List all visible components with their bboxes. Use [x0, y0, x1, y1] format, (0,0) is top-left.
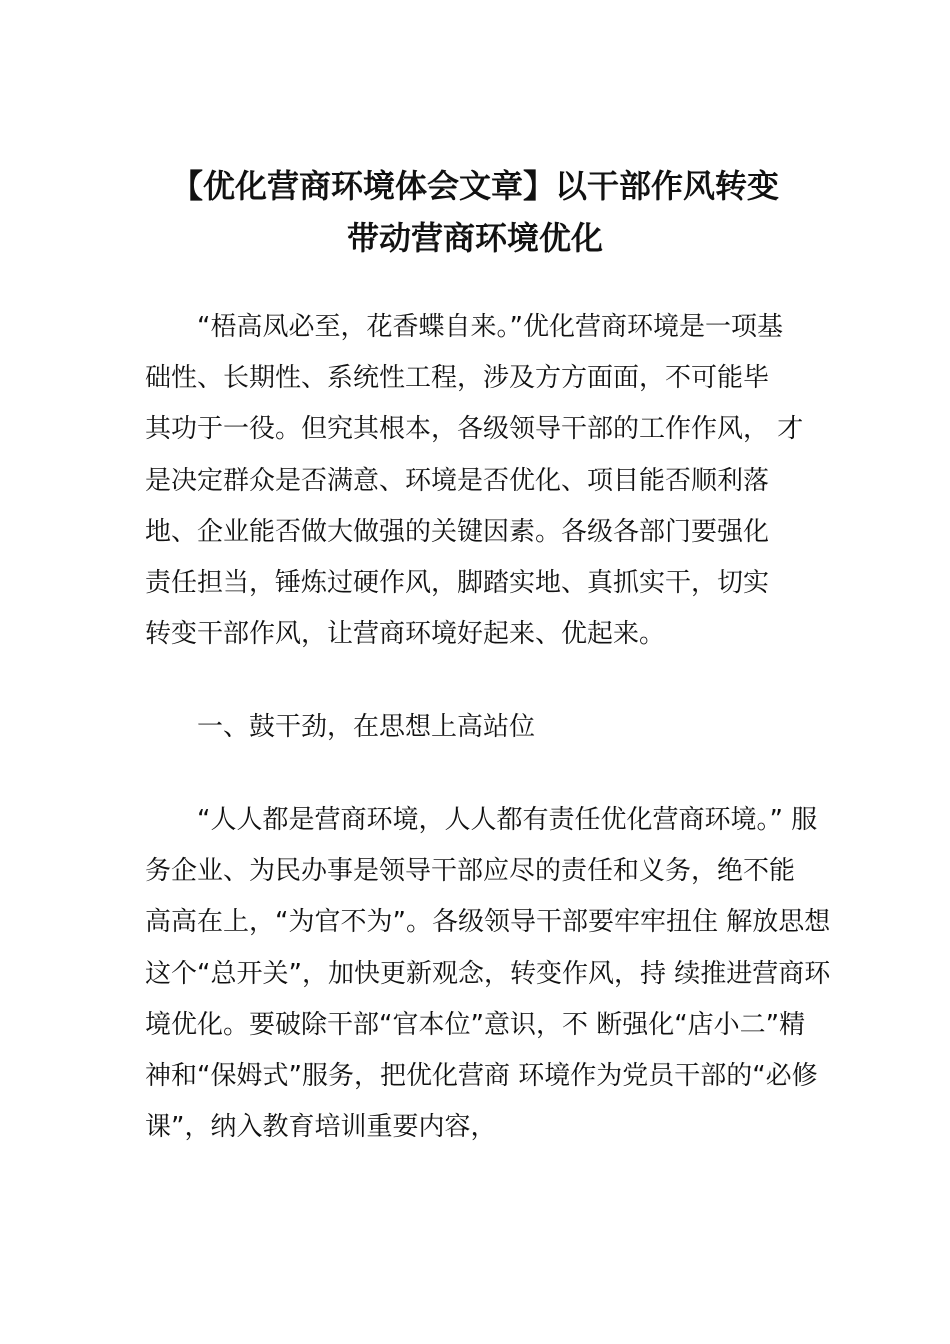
section-heading-1: 一、鼓干劲，在思想上高站位 [197, 712, 536, 742]
paragraph-line: 境优化。要破除干部“官本位”意识，不 断强化“店小二”精 [145, 1009, 806, 1040]
paragraph-line: 其功于一役。但究其根本，各级领导干部的工作作风， 才 [145, 414, 804, 445]
paragraph-intro [145, 302, 835, 660]
paragraph-line: “人人都是营商环境，人人都有责任优化营商环境。” 服 [197, 805, 818, 835]
paragraph-line: 是决定群众是否满意、环境是否优化、项目能否顺利落 [145, 465, 770, 496]
paragraph-line: 高高在上，“为官不为”。各级领导干部要牢牢扭住 解放思想 [145, 907, 831, 938]
paragraph-line: 转变干部作风，让营商环境好起来、优起来。 [145, 619, 666, 650]
title-line-2: 带动营商环境优化 [346, 219, 603, 257]
paragraph-line: 课”，纳入教育培训重要内容， [145, 1112, 497, 1143]
document-title [110, 160, 840, 264]
paragraph-line: 责任担当，锤炼过硬作风，脚踏实地、真抓实干，切实 [145, 568, 770, 599]
paragraph-line: 神和“保姆式”服务，把优化营商 环境作为党员干部的“必修 [145, 1061, 818, 1092]
paragraph-line: 务企业、为民办事是领导干部应尽的责任和义务，绝不能 [145, 856, 796, 887]
paragraph-line: 地、企业能否做大做强的关键因素。各级各部门要强化 [145, 516, 770, 547]
paragraph-section-1 [145, 795, 835, 1153]
paragraph-line: 础性、长期性、系统性工程，涉及方方面面，不可能毕 [145, 363, 770, 394]
title-line-1: 【优化营商环境体会文章】以干部作风转变 [170, 167, 779, 205]
paragraph-line: “梧高凤必至，花香蝶自来。”优化营商环境是一项基 [197, 312, 783, 342]
paragraph-line: 这个“总开关”，加快更新观念，转变作风，持 续推进营商环 [145, 958, 831, 989]
